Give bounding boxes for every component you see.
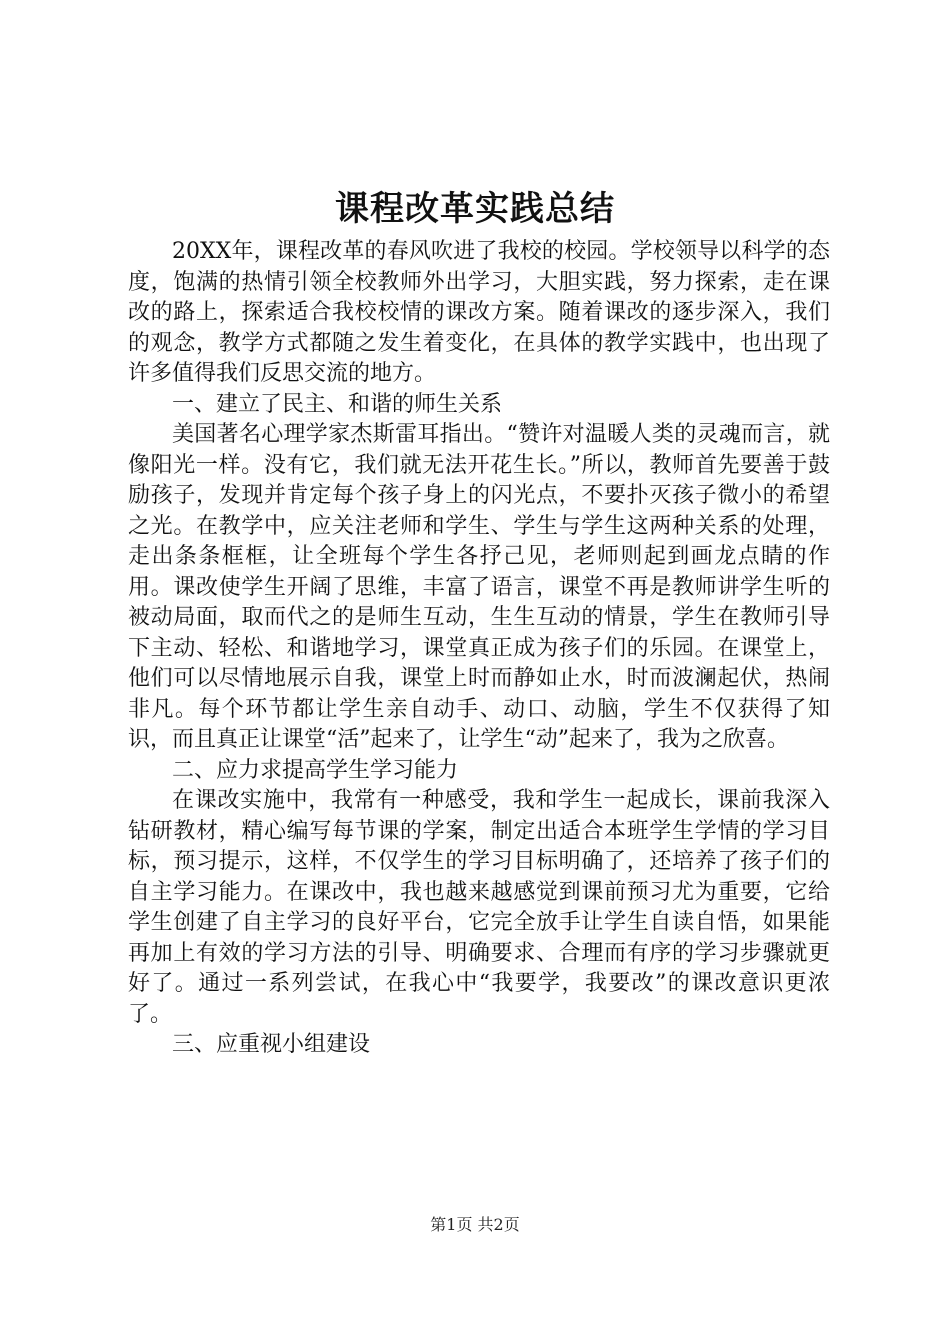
section-heading-2: 二、应力求提高学生学习能力 (172, 757, 459, 783)
section-heading-1: 一、建立了民主、和谐的师生关系 (172, 391, 503, 417)
document-title: 课程改革实践总结 (335, 189, 615, 229)
document-body (128, 237, 830, 1061)
paragraph-section-1: 美国著名心理学家杰斯雷耳指出。“赞许对温暖人类的灵魂而言，就像阳光一样。没有它，我们就无法开花生长。”所以，教师首先要善于鼓励孩子，发现并肯定每个孩子身上的闪光点，不要扑灭孩子微小的希望之光。在教学中，应关注老师和学生、学生与学生这两种关系的处理，走出条条框框，让全班每个学生各抒己见，老师则起到画龙点睛的作用。课改使学生开阔了思维，丰富了语言，课堂不再是教师讲学生听的被动局面，取而代之的是师生互动，生生互动的情景，学生在教师引导下主动、轻松、和谐地学习，课堂真正成为孩子们的乐园。在课堂上，他们可以尽情地展示自我，课堂上时而静如止水，时而波澜起伏，热闹非凡。每个环节都让学生亲自动手、动口、动脑，学生不仅获得了知识，而且真正让课堂“活”起来了，让学生“动”起来了，我为之欣喜。 (128, 422, 830, 752)
paragraph-intro: 20XX年，课程改革的春风吹进了我校的校园。学校领导以科学的态度，饱满的热情引领全校教师外出学习，大胆实践，努力探索，走在课改的路上，探索适合我校校情的课改方案。随着课改的逐步深入，我们的观念，教学方式都随之发生着变化，在具体的教学实践中，也出现了许多值得我们反思交流的地方。 (128, 239, 830, 386)
paragraph-section-2: 在课改实施中，我常有一种感受，我和学生一起成长，课前我深入钻研教材，精心编写每节课的学案，制定出适合本班学生学情的学习目标，预习提示，这样，不仅学生的学习目标明确了，还培养了孩子们的自主学习能力。在课改中，我也越来越感觉到课前预习尤为重要，它给学生创建了自主学习的良好平台，它完全放手让学生自读自悟，如果能再加上有效的学习方法的引导、明确要求、合理而有序的学习步骤就更好了。通过一系列尝试，在我心中“我要学，我要改”的课改意识更浓了。 (128, 788, 830, 1027)
page-number-footer: 第1页 共2页 (430, 1215, 520, 1234)
section-heading-3: 三、应重视小组建设 (172, 1032, 371, 1057)
